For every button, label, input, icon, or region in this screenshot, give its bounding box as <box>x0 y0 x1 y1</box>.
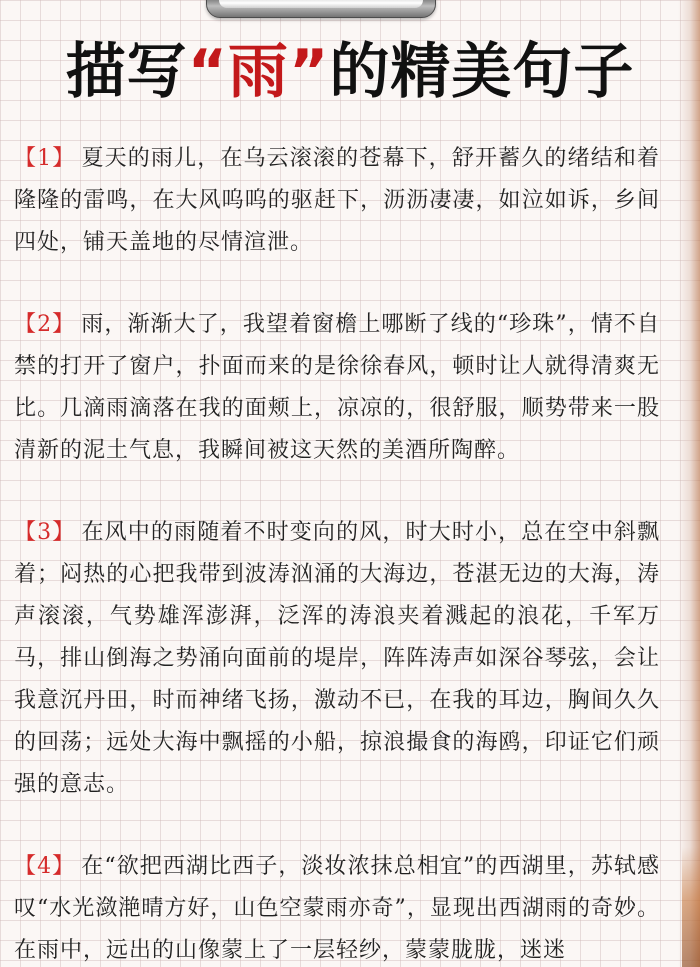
page-edge-accent <box>682 847 700 967</box>
paragraph-number: 【3】 <box>14 520 76 545</box>
sentence-paragraph <box>14 512 660 806</box>
paragraph-text: 在“欲把西湖比西子，淡妆浓抹总相宜”的西湖里，苏轼感叹“水光潋滟晴方好，山色空蒙雨亦奇”，显现出西湖雨的奇妙。在雨中，远出的山像蒙上了一层轻纱，蒙蒙胧胧，迷迷 <box>14 854 660 963</box>
sentence-paragraph <box>14 138 660 264</box>
sentence-paragraph <box>14 304 660 472</box>
title-quoted-word: “雨” <box>187 37 330 107</box>
paragraph-text: 雨，渐渐大了，我望着窗檐上哪断了线的“珍珠”，情不自禁的打开了窗户，扑面而来的是徐徐春风，顿时让人就得清爽无比。几滴雨滴落在我的面颊上，凉凉的，很舒服，顺势带来一股清新的泥土气息，我瞬间被这天然的美酒所陶醉。 <box>14 312 660 463</box>
sentence-list <box>14 138 660 967</box>
paragraph-number: 【2】 <box>14 312 76 337</box>
page-edge-shadow <box>678 0 700 967</box>
paragraph-number: 【4】 <box>14 854 76 879</box>
title-prefix: 描写 <box>65 37 188 107</box>
paragraph-text: 在风中的雨随着不时变向的风，时大时小，总在空中斜飘着；闷热的心把我带到波涛汹涌的大海边，苍湛无边的大海，涛声滚滚，气势雄浑澎湃，泛浑的涛浪夹着溅起的浪花，千军万马，排山倒海之势涌向面前的堤岸，阵阵涛声如深谷琴弦，会让我意沉丹田，时而神绪飞扬，激动不已，在我的耳边，胸间久久的回荡；远处大海中飘摇的小船，掠浪撮食的海鸥，印证它们顽强的意志。 <box>14 520 660 797</box>
page-title <box>0 30 700 114</box>
title-suffix: 的精美句子 <box>329 37 635 107</box>
clipboard-clip-highlight <box>219 0 423 8</box>
sentence-paragraph <box>14 846 660 967</box>
paragraph-number: 【1】 <box>14 146 76 171</box>
paragraph-text: 夏天的雨儿，在乌云滚滚的苍幕下，舒开蓄久的绪结和着隆隆的雷鸣，在大风呜呜的驱赶下，沥沥凄凄，如泣如诉，乡间四处，铺天盖地的尽情渲泄。 <box>14 146 660 255</box>
clipboard-clip <box>206 0 436 18</box>
